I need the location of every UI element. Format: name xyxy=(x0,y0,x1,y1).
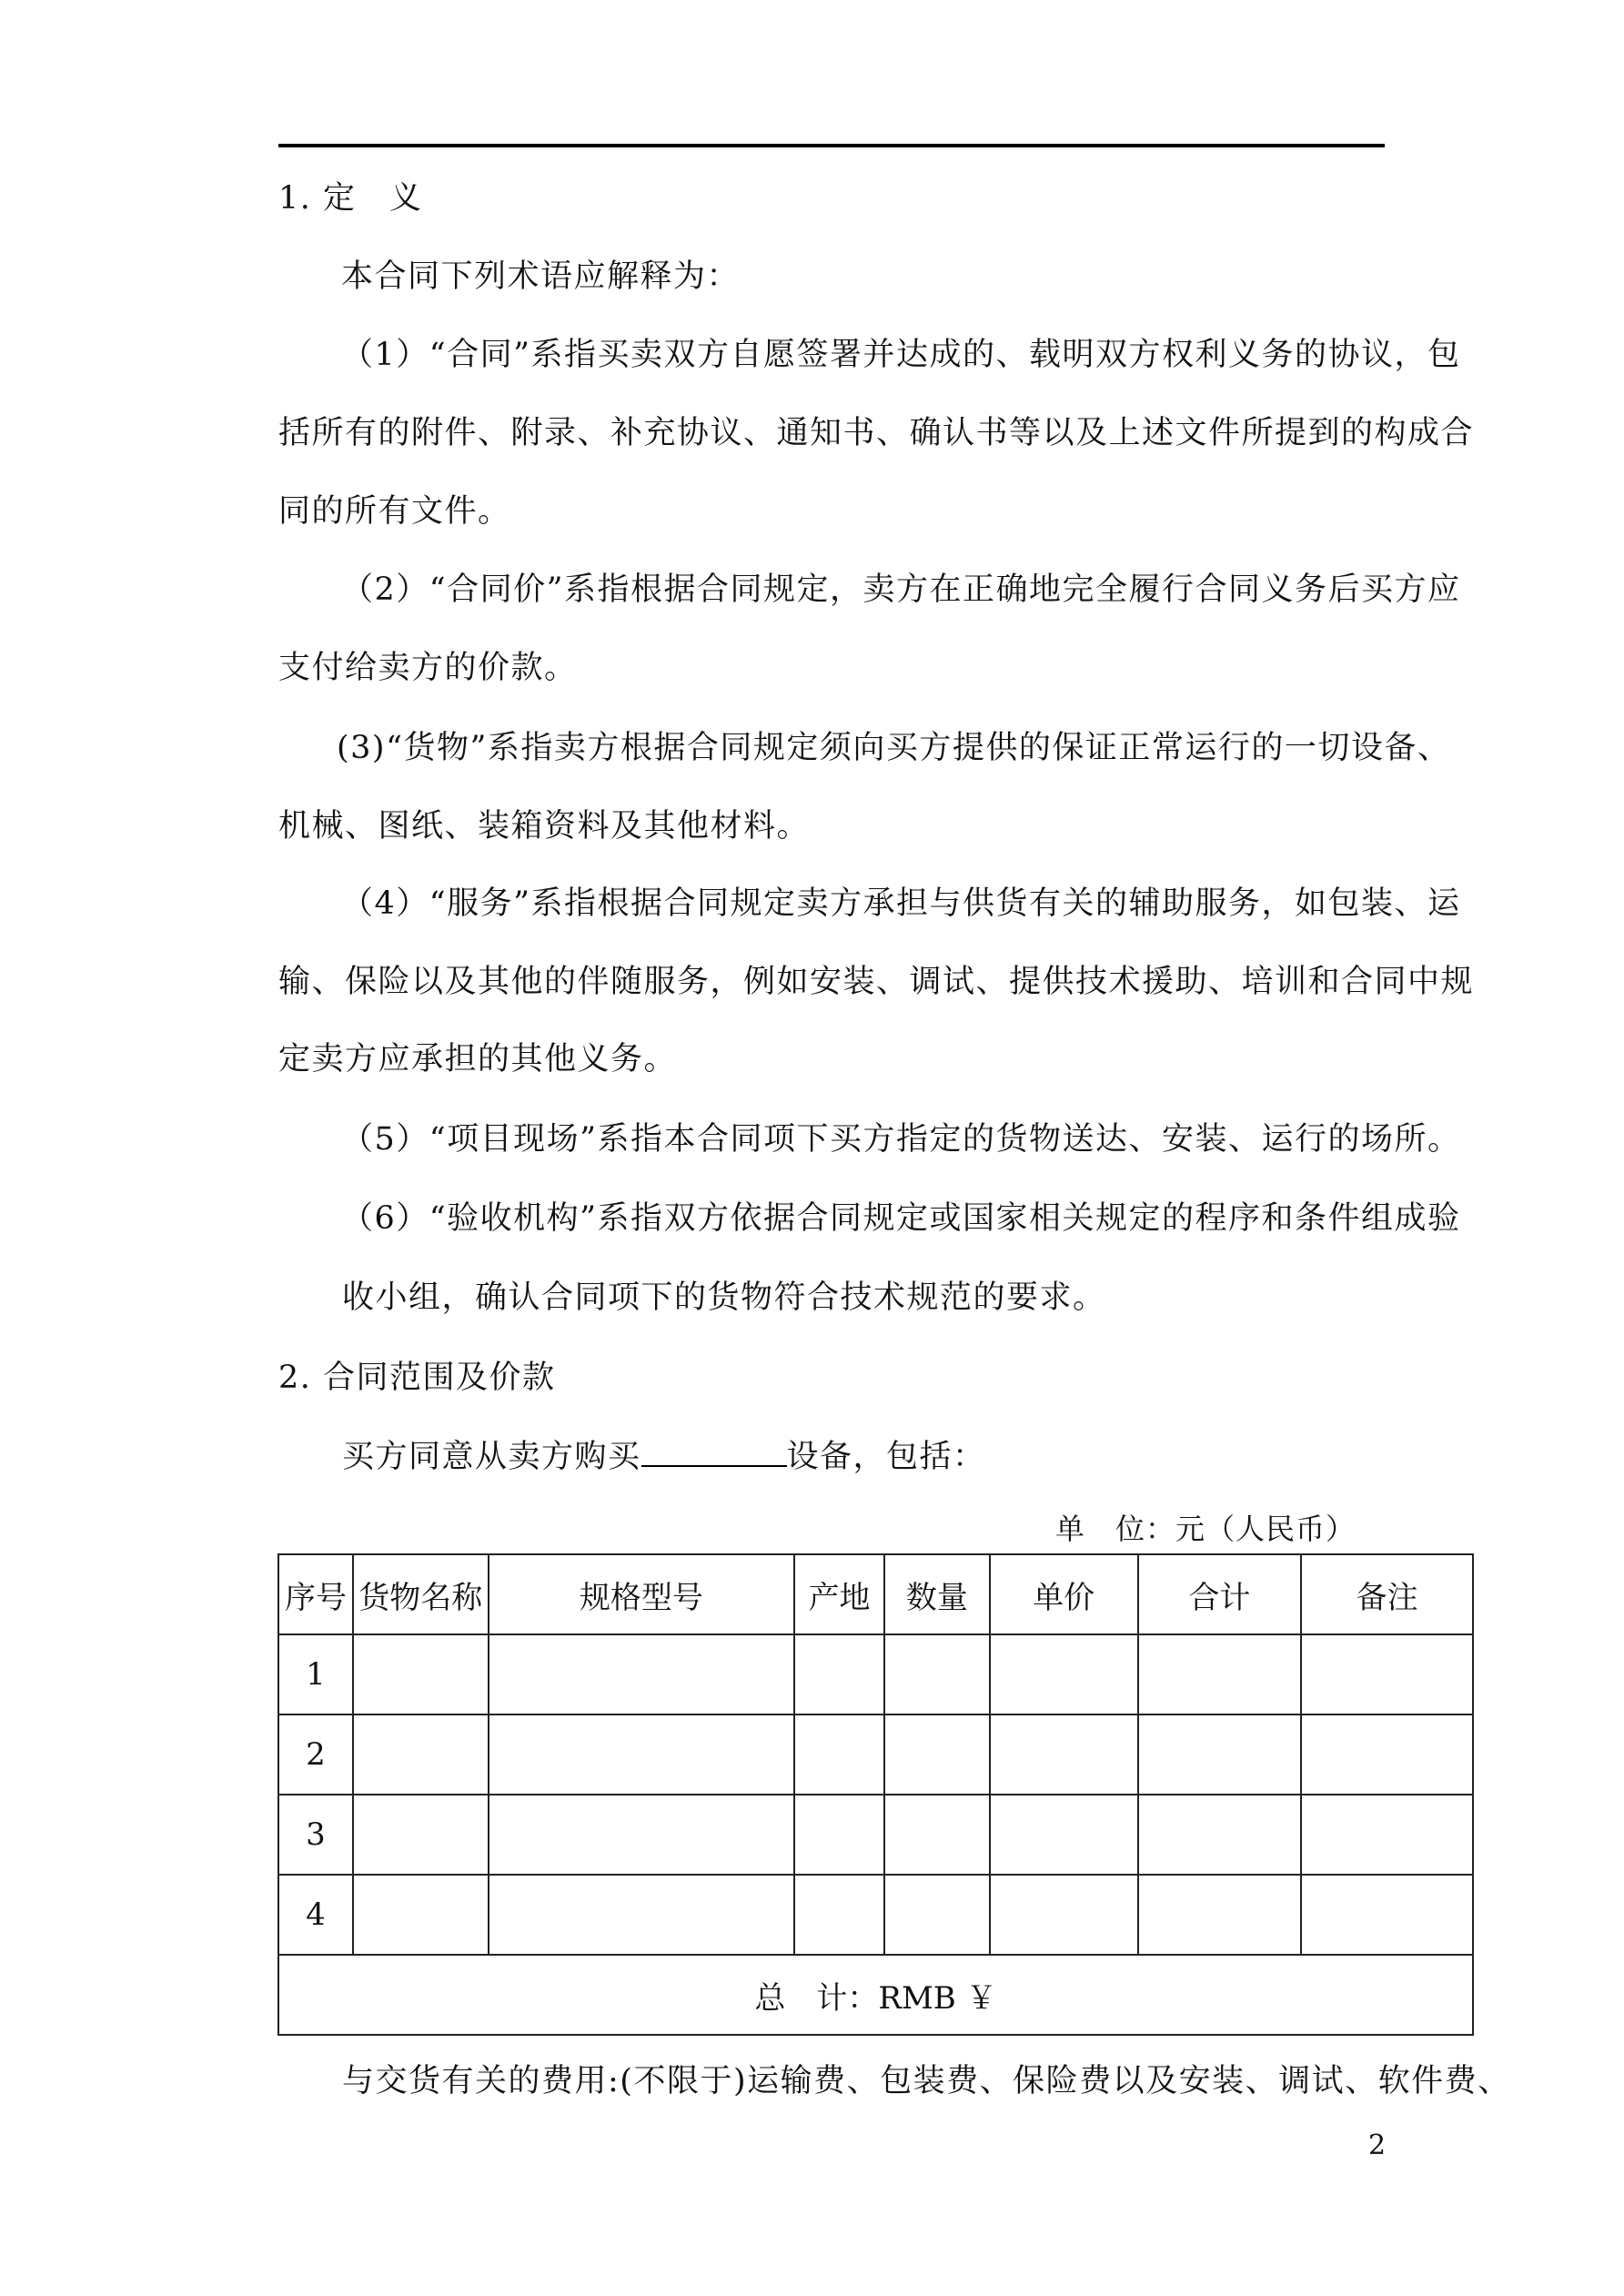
cell-unit-price[interactable] xyxy=(990,1634,1138,1714)
cell-unit-price[interactable] xyxy=(990,1795,1138,1875)
header-remarks: 备注 xyxy=(1301,1554,1473,1634)
definition-3-line-2: 机械、图纸、装箱资料及其他材料。 xyxy=(278,808,811,845)
header-spec-model: 规格型号 xyxy=(489,1554,794,1634)
cell-remarks[interactable] xyxy=(1301,1795,1473,1875)
definition-4-line-3: 定卖方应承担的其他义务。 xyxy=(278,1041,678,1077)
cell-spec-model[interactable] xyxy=(489,1875,794,1955)
definition-3-line-1: (3)“货物”系指卖方根据合同规定须向买方提供的保证正常运行的一切设备、 xyxy=(337,730,1451,766)
cell-unit-price[interactable] xyxy=(990,1714,1138,1795)
cell-goods-name[interactable] xyxy=(353,1634,489,1714)
table-row xyxy=(278,1795,1473,1875)
definition-2-line-2: 支付给卖方的价款。 xyxy=(278,650,578,686)
header-origin: 产地 xyxy=(794,1554,884,1634)
header-unit-price: 单价 xyxy=(990,1554,1138,1634)
delivery-fees-line: 与交货有关的费用:(不限于)运输费、包装费、保险费以及安装、调试、软件费、 xyxy=(342,2063,1511,2099)
section-1-heading: 1. 定 义 xyxy=(278,180,423,217)
definition-4-line-2: 输、保险以及其他的伴随服务，例如安装、调试、提供技术援助、培训和合同中规 xyxy=(278,964,1475,1000)
header-subtotal: 合计 xyxy=(1138,1554,1302,1634)
table-row xyxy=(278,1634,1473,1714)
definition-4-line-1: （4）“服务”系指根据合同规定卖方承担与供货有关的辅助服务，如包装、运 xyxy=(341,885,1461,922)
definition-6-line-1: （6）“验收机构”系指双方依据合同规定或国家相关规定的程序和条件组成验 xyxy=(341,1200,1461,1237)
cell-index: 4 xyxy=(278,1875,353,1955)
cell-remarks[interactable] xyxy=(1301,1875,1473,1955)
cell-spec-model[interactable] xyxy=(489,1795,794,1875)
definition-1-line-1: （1）“合同”系指买卖双方自愿签署并达成的、载明双方权利义务的协议，包 xyxy=(341,337,1461,373)
table-row xyxy=(278,1714,1473,1795)
table-row xyxy=(278,1875,1473,1955)
cell-quantity[interactable] xyxy=(884,1875,990,1955)
definitions-intro: 本合同下列术语应解释为： xyxy=(341,258,741,295)
cell-quantity[interactable] xyxy=(884,1634,990,1714)
cell-origin[interactable] xyxy=(794,1714,884,1795)
section-2-heading: 2. 合同范围及价款 xyxy=(278,1360,556,1396)
cell-quantity[interactable] xyxy=(884,1795,990,1875)
cell-goods-name[interactable] xyxy=(353,1795,489,1875)
definition-6-line-2: 收小组，确认合同项下的货物符合技术规范的要求。 xyxy=(342,1279,1106,1316)
header-goods-name: 货物名称 xyxy=(353,1554,489,1634)
header-quantity: 数量 xyxy=(884,1554,990,1634)
cell-index: 1 xyxy=(278,1634,353,1714)
equipment-name-blank[interactable] xyxy=(641,1438,787,1467)
table-total-row xyxy=(278,1955,1473,2035)
cell-subtotal[interactable] xyxy=(1138,1634,1302,1714)
cell-remarks[interactable] xyxy=(1301,1634,1473,1714)
cell-remarks[interactable] xyxy=(1301,1714,1473,1795)
cell-spec-model[interactable] xyxy=(489,1634,794,1714)
cell-index: 2 xyxy=(278,1714,353,1795)
page-number: 2 xyxy=(1368,2129,1387,2161)
cell-subtotal[interactable] xyxy=(1138,1875,1302,1955)
cell-spec-model[interactable] xyxy=(489,1714,794,1795)
cell-goods-name[interactable] xyxy=(353,1875,489,1955)
definition-5-line-1: （5）“项目现场”系指本合同项下买方指定的货物送达、安装、运行的场所。 xyxy=(341,1121,1461,1158)
cell-unit-price[interactable] xyxy=(990,1875,1138,1955)
cell-origin[interactable] xyxy=(794,1795,884,1875)
currency-unit-label: 单 位：元（人民币） xyxy=(1054,1512,1356,1546)
cell-goods-name[interactable] xyxy=(353,1714,489,1795)
purchase-prefix: 买方同意从卖方购买 xyxy=(342,1439,641,1475)
cell-subtotal[interactable] xyxy=(1138,1714,1302,1795)
definition-2-line-1: （2）“合同价”系指根据合同规定，卖方在正确地完全履行合同义务后买方应 xyxy=(341,571,1461,608)
table-header-row xyxy=(278,1554,1473,1634)
header-rule xyxy=(278,144,1385,147)
cell-origin[interactable] xyxy=(794,1634,884,1714)
definition-1-line-2: 括所有的附件、附录、补充协议、通知书、确认书等以及上述文件所提到的构成合 xyxy=(278,415,1475,451)
header-index: 序号 xyxy=(278,1554,353,1634)
cell-index: 3 xyxy=(278,1795,353,1875)
cell-subtotal[interactable] xyxy=(1138,1795,1302,1875)
goods-table xyxy=(277,1553,1474,2036)
purchase-suffix: 设备，包括： xyxy=(786,1439,986,1475)
purchase-statement xyxy=(342,1437,986,1477)
cell-quantity[interactable] xyxy=(884,1714,990,1795)
total-amount-cell[interactable]: 总 计：RMB ￥ xyxy=(278,1955,1473,2035)
cell-origin[interactable] xyxy=(794,1875,884,1955)
definition-1-line-3: 同的所有文件。 xyxy=(278,493,511,530)
